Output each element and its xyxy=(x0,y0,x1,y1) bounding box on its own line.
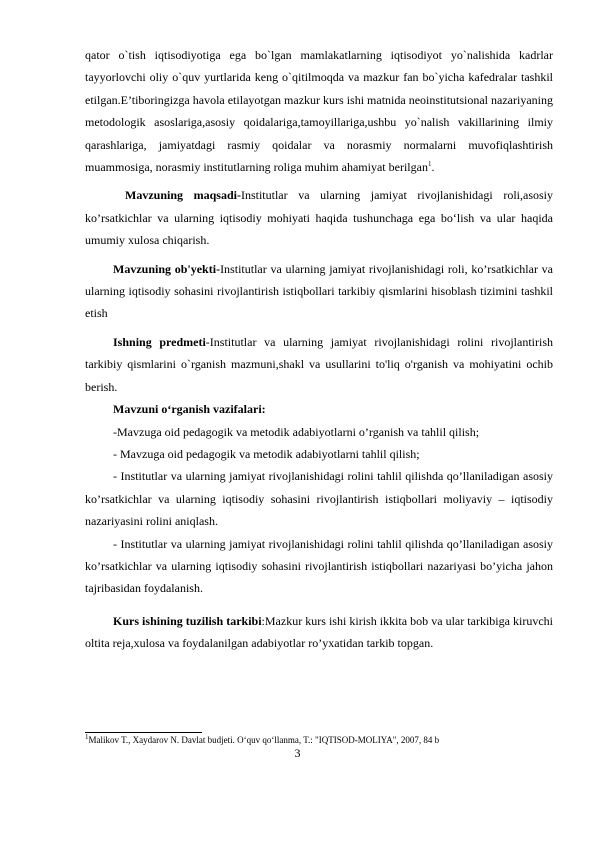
subject-text: -Institutlar va ularning jamiyat rivojlanishidagi rolini rivojlantirish tarkibiy qismlarini o`rganish mazmuni,shakl va usullarini to'liq o'rganish va mohiyatini ochib berish. xyxy=(85,334,553,394)
document-body xyxy=(85,44,553,655)
footnote-text: Malikov T., Xaydarov N. Davlat budjeti. O‘quv qo‘llanma, T.: "IQTISOD-MOLIYA", 2007, 84 b xyxy=(88,735,440,745)
task-item: -Mavzuga oid pedagogik va metodik adabiyotlarni o’rganish va tahlil qilish; xyxy=(113,424,480,439)
object-paragraph xyxy=(85,258,553,325)
footnote-ref: 1 xyxy=(427,160,432,169)
goal-paragraph xyxy=(85,184,553,251)
footnote xyxy=(85,735,555,746)
tasks-heading: Mavzuni o‘rganish vazifalari: xyxy=(113,402,266,417)
task-item: - Institutlar va ularning jamiyat rivojlanishidagi rolini tahlil qilishda qo’llaniladigan asosiy ko’rsatkichlar va ularning iqtisodiy sohasini rivojlantirish istiqbollari moliyaviy – iqtisodiy nazariyasini rolini aniqlash. xyxy=(85,469,553,529)
intro-text: qator o`tish iqtisodiyotiga ega bo`lgan mamlakatlarning iqtisodiyot yo`nalishida kadrlar tayyorlovchi oliy o`quv yurtlarida keng o`qitilmoqda va mazkur fan bo`yicha kafedralar tashkil etilgan.E’tiboringizga havola etilayotgan mazkur kurs ishi matnida neoinstitutsional nazariyaning metodologik asoslariga,asosiy qoidalariga,tamoyillariga,ushbu yo`nalish vakillarining ilmiy qarashlariga, jamiyatdagi rasmiy qoidalar va norasmiy normalarni muvofiqlashtirish muammosiga, norasmiy institutlarning roliga muhim ahamiyat berilgan xyxy=(85,48,553,175)
subject-label: Ishning predmeti xyxy=(113,334,206,349)
object-text: Institutlar va ularning jamiyat rivojlanishidagi roli, ko’rsatkichlar va ularning iqtisodiy sohasini rivojlantirish istiqbollari tarkibiy qismlarini hisoblash tizimini tashkil etish xyxy=(85,261,553,321)
structure-paragraph xyxy=(85,610,553,655)
page-number: 3 xyxy=(294,746,301,760)
goal-text: Institutlar va ularning jamiyat rivojlanishidagi roli,asosiy ko’rsatkichlar va ularning iqtisodiy mohiyati haqida tushunchaga ega bo‘lish va ular haqida umumiy xulosa chiqarish. xyxy=(85,188,553,248)
structure-label: Kurs ishining tuzilish tarkibi xyxy=(113,613,262,628)
object-label: Mavzuning ob'yekti- xyxy=(113,261,221,276)
structure-text: :Mazkur kurs ishi kirish ikkita bob va ular tarkibiga kiruvchi oltita reja,xulosa va foydalanilgan adabiyotlar ro’yxatidan tarkib topgan. xyxy=(85,613,553,651)
task-item: - Institutlar va ularning jamiyat rivojlanishidagi rolini tahlil qilishda qo’llaniladigan asosiy ko’rsatkichlar va ularning iqtisodiy sohasini rivojlantirish istiqbollari nazariyasi bo’yicha jahon tajribasidan foydalanish. xyxy=(85,536,553,596)
intro-end: . xyxy=(431,160,435,175)
footnote-mark: 1 xyxy=(85,733,89,741)
footnote-divider xyxy=(85,732,202,733)
intro-paragraph xyxy=(85,44,553,178)
goal-label: Mavzuning maqsadi- xyxy=(125,188,241,203)
task-item: - Mavzuga oid pedagogik va metodik adabiyotlarni tahlil qilish; xyxy=(113,446,420,461)
subject-paragraph xyxy=(85,331,553,398)
